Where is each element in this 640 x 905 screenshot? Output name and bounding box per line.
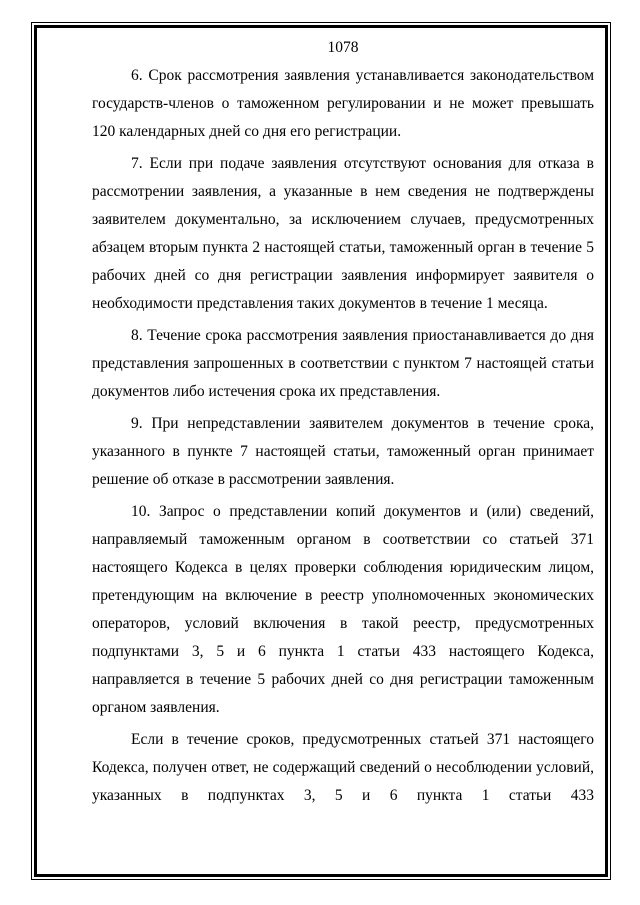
paragraph-8: 8. Течение срока рассмотрения заявления приостанавливается до дня представления запрошенных в соответствии с пунктом 7 настоящей статьи документов либо истечения срока их представления. (92, 327, 594, 400)
paragraph-6: 6. Срок рассмотрения заявления устанавливается законодательством государств-членов о таможенном регулировании и не может превышать 120 календарных дней со дня его регистрации. (92, 67, 594, 140)
page-number: 1078 (327, 39, 359, 56)
paragraph-9: 9. При непредставлении заявителем документов в течение срока, указанного в пункте 7 настоящей статьи, таможенный орган принимает решение об отказе в рассмотрении заявления. (92, 415, 594, 488)
paragraph-continuation: Если в течение сроков, предусмотренных статьей 371 настоящего Кодекса, получен ответ, не содержащий сведений о несоблюдении условий, указанных в подпунктах 3, 5 и 6 пункта 1 статьи 433 (92, 731, 594, 804)
document-body (92, 38, 594, 814)
paragraph-7: 7. Если при подаче заявления отсутствуют основания для отказа в рассмотрении заявления, а указанные в нем сведения не подтверждены заявителем документально, за исключением случаев, предусмотренных абзацем вторым пункта 2 настоящей статьи, таможенный орган в течение 5 рабочих дней со дня регистрации заявления информирует заявителя о необходимости представления таких документов в течение 1 месяца. (92, 155, 594, 312)
paragraph-10: 10. Запрос о представлении копий документов и (или) сведений, направляемый таможенным органом в соответствии со статьей 371 настоящего Кодекса в целях проверки соблюдения юридическим лицом, претендующим на включение в реестр уполномоченных экономических операторов, условий включения в такой реестр, предусмотренных подпунктами 3, 5 и 6 пункта 1 статьи 433 настоящего Кодекса, направляется в течение 5 рабочих дней со дня регистрации таможенным органом заявления. (92, 503, 594, 716)
